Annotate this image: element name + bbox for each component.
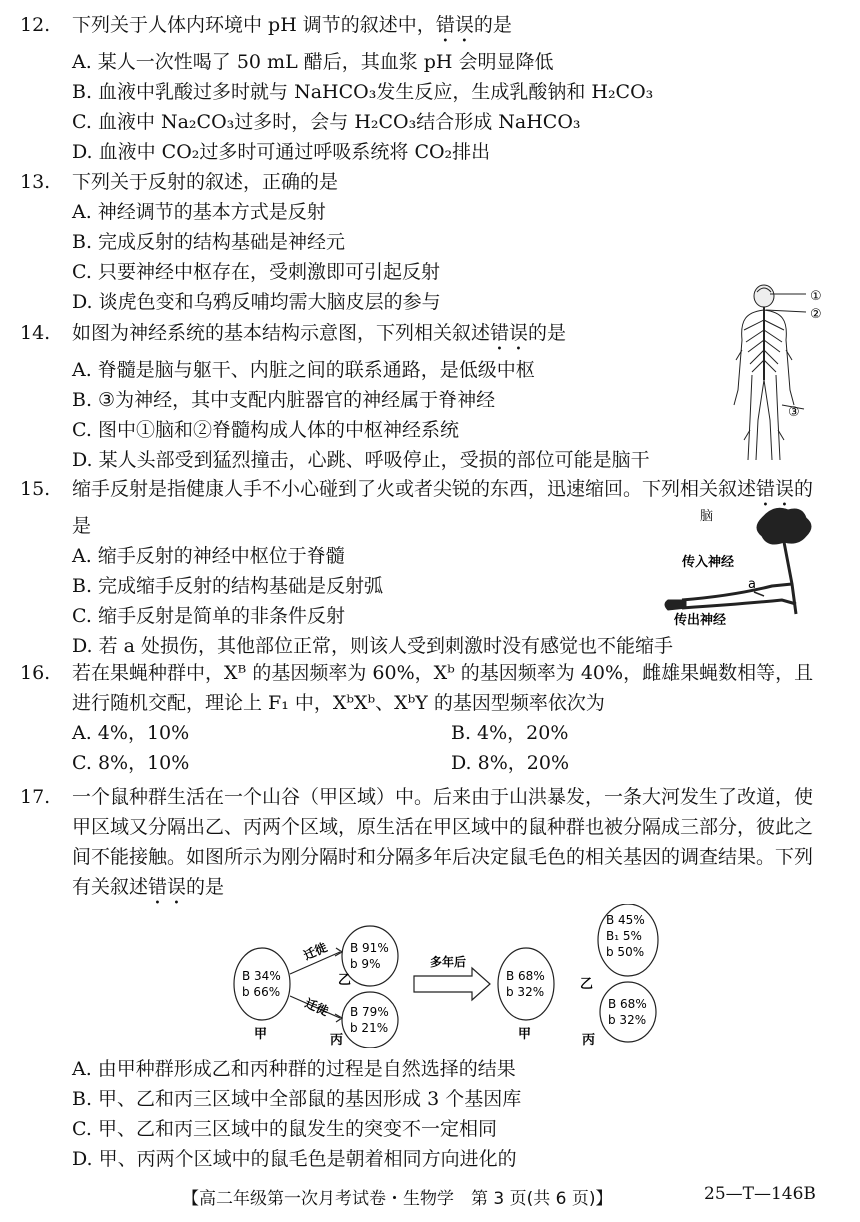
migrate-label-2: 迁徙 [302,995,331,1019]
reflex-arc-figure [662,504,830,626]
jia-b-small: b 66% [242,985,281,999]
question-16 [20,658,830,778]
jia-b-big: B 34% [242,969,281,983]
option-c: C. 甲、乙和丙三区域中的鼠发生的突变不一定相同 [72,1118,497,1140]
option-a: A. 由甲种群形成乙和丙种群的过程是自然选择的结果 [72,1058,516,1080]
question-12-stem: 12. 下列关于人体内环境中 pH 调节的叙述中，错误的是 [20,14,512,36]
option-d: D. 某人头部受到猛烈撞击，心跳、呼吸停止，受损的部位可能是脑干 [72,449,650,471]
question-16-stem: 16. 若在果蝇种群中，Xᴮ 的基因频率为 60%，Xᵇ 的基因频率为 40%，雌雄果蝇数相等，且进行随机交配，理论上 F₁ 中，XᵇXᵇ、XᵇY 的基因型频率依次为 [20,662,814,714]
exam-code: 25—T—146B [704,1184,816,1204]
brain-label: 脑 [700,509,714,524]
option-d: D. 血液中 CO₂过多时可通过呼吸系统将 CO₂排出 [72,141,491,163]
option-b: B. 完成反射的结构基础是神经元 [72,231,346,253]
question-15-stem: 15. 缩手反射是指健康人手不小心碰到了火或者尖锐的东西，迅速缩回。下列相关叙述错误的是 [20,478,814,537]
bing1-b-big: B 79% [350,1005,389,1019]
option-c: C. 8%，10% [72,752,190,774]
option-d: D. 甲、丙两个区域中的鼠毛色是朝着相同方向进化的 [72,1148,517,1170]
efferent-nerve-label: 传出神经 [674,613,727,626]
option-a: A. 缩手反射的神经中枢位于脊髓 [72,545,345,567]
option-c: C. 缩手反射是简单的非条件反射 [72,605,345,627]
label-2: ② [810,307,822,322]
yi1-b-small: b 9% [350,957,381,971]
migrate-label-1: 迁徙 [301,940,330,963]
nervous-system-figure [724,280,830,468]
question-13 [20,167,830,317]
label-1: ① [810,289,822,304]
question-12 [20,10,830,167]
label-jia: 甲 [254,1027,268,1042]
question-17 [20,782,830,909]
jia2-b-small: b 32% [506,985,545,999]
yi2-b-small: b 50% [606,945,645,959]
option-d: D. 若 a 处损伤，其他部位正常，则该人受到刺激时没有感觉也不能缩手 [72,635,674,657]
option-b: B. 甲、乙和丙三区域中全部鼠的基因形成 3 个基因库 [72,1088,522,1110]
option-a: A. 4%，10% [72,722,190,744]
gene-frequency-diagram [232,904,660,1048]
bing1-b-small: b 21% [350,1021,389,1035]
option-d: D. 谈虎色变和乌鸦反哺均需大脑皮层的参与 [72,291,441,313]
option-c: C. 血液中 Na₂CO₃过多时，会与 H₂CO₃结合形成 NaHCO₃ [72,111,581,133]
bing2-b-big: B 68% [608,997,647,1011]
option-c: C. 只要神经中枢存在，受刺激即可引起反射 [72,261,440,283]
question-14-stem: 14. 如图为神经系统的基本结构示意图，下列相关叙述错误的是 [20,322,567,344]
label-bing: 丙 [330,1033,344,1048]
option-b: B. ③为神经，其中支配内脏器官的神经属于脊神经 [72,389,496,411]
yi2-b: B 45% [606,913,645,927]
option-c: C. 图中①脑和②脊髓构成人体的中枢神经系统 [72,419,459,441]
bing2-b-small: b 32% [608,1013,647,1027]
years-later-label: 多年后 [430,955,467,969]
label-3: ③ [788,405,800,420]
option-b: B. 血液中乳酸过多时就与 NaHCO₃发生反应，生成乳酸钠和 H₂CO₃ [72,81,654,103]
option-a: A. 脊髓是脑与躯干、内脏之间的联系通路，是低级中枢 [72,359,535,381]
option-a: A. 神经调节的基本方式是反射 [72,201,326,223]
page-footer: 【高二年级第一次月考试卷・生物学 第 3 页(共 6 页)】 [182,1189,613,1209]
yi1-b-big: B 91% [350,941,389,955]
option-b: B. 4%，20% [451,722,569,744]
option-a: A. 某人一次性喝了 50 mL 醋后，其血浆 pH 会明显降低 [72,51,554,73]
point-a-label: a [748,577,756,592]
yi2-b1: B₁ 5% [606,929,642,943]
label-jia-2: 甲 [518,1027,532,1042]
label-bing-2: 丙 [582,1033,596,1048]
label-yi-2: 乙 [580,977,594,992]
label-yi: 乙 [338,973,352,988]
option-b: B. 完成缩手反射的结构基础是反射弧 [72,575,384,597]
question-17-stem: 17. 一个鼠种群生活在一个山谷（甲区域）中。后来由于山洪暴发，一条大河发生了改道，使甲区域又分隔出乙、丙两个区域，原生活在甲区域中的鼠种群也被分隔成三部分，彼此之间不能接触。如图所示为刚分隔时和分隔多年后决定鼠毛色的相关基因的调查结果。下列有关叙述错误的是 [20,786,814,898]
question-14 [20,318,830,475]
option-d: D. 8%，20% [451,752,570,774]
afferent-nerve-label: 传入神经 [682,555,735,570]
question-13-stem: 13. 下列关于反射的叙述，正确的是 [20,171,339,193]
question-17-options [20,1054,830,1174]
jia2-b-big: B 68% [506,969,545,983]
